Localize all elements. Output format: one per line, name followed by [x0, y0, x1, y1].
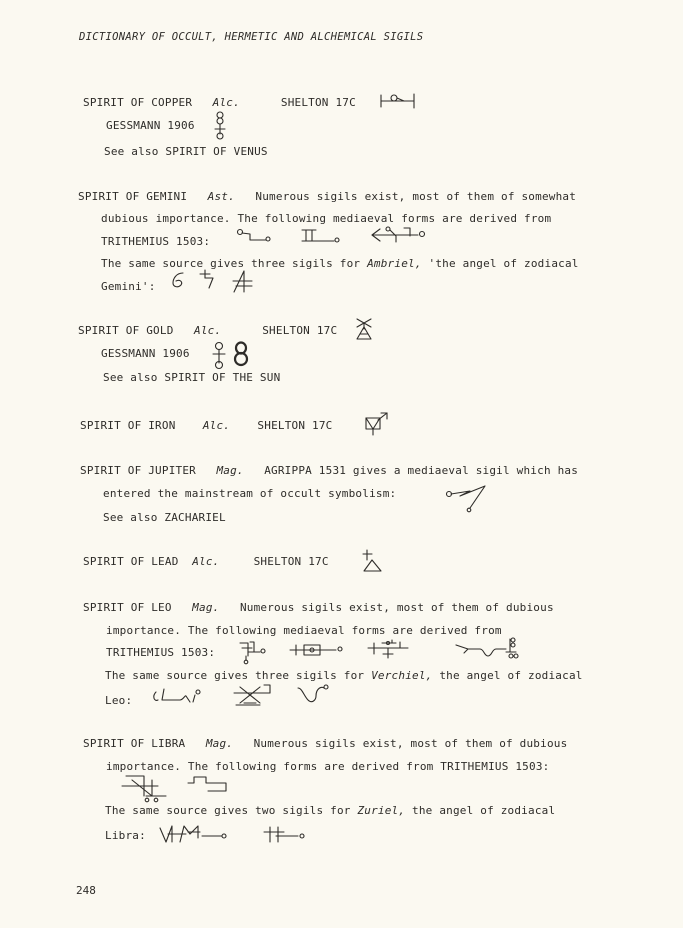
- entry-tag: Mag.: [216, 464, 244, 477]
- entry-iron-heading: [80, 419, 332, 432]
- gemini-sigil-1: [236, 226, 272, 244]
- entry-text: the angel of zodiacal: [432, 669, 583, 682]
- leo-sigil-4: [454, 636, 524, 662]
- entry-source: SHELTON 17C: [280, 96, 356, 109]
- entry-text: Numerous sigils exist, most of them of somewhat: [255, 190, 577, 203]
- entry-text: The same source gives three sigils for: [101, 257, 368, 270]
- verchiel-sigil-2: [230, 683, 276, 711]
- copper-gessmann-sigil: [212, 110, 228, 140]
- entry-title: SPIRIT OF LEO: [83, 601, 172, 614]
- entry-tag: Ast.: [207, 190, 235, 203]
- entry-libra-text4: [105, 804, 555, 817]
- angel-name: Verchiel,: [371, 669, 433, 682]
- entry-gold-heading: [78, 324, 337, 337]
- entry-title: SPIRIT OF LEAD: [83, 555, 179, 568]
- entry-title: SPIRIT OF GOLD: [78, 324, 174, 337]
- iron-shelton-sigil: [364, 411, 390, 437]
- entry-leo-text3: TRITHEMIUS 1503:: [106, 646, 216, 659]
- entry-title: SPIRIT OF LIBRA: [83, 737, 186, 750]
- entry-source: SHELTON 17C: [262, 324, 338, 337]
- entry-lead-heading: [83, 555, 329, 568]
- entry-gemini-text3: TRITHEMIUS 1503:: [101, 235, 211, 248]
- entry-leo-text4: [105, 669, 583, 682]
- gemini-sigil-2: [300, 228, 344, 244]
- gemini-sigil-3: [370, 224, 428, 246]
- leo-sigil-2: [288, 640, 346, 658]
- entry-source: SHELTON 17C: [257, 419, 333, 432]
- entry-text: Numerous sigils exist, most of them of dubious: [253, 737, 568, 750]
- angel-name: Zuriel,: [357, 804, 406, 817]
- ambriel-sigil-2: [198, 268, 218, 292]
- jupiter-agrippa-sigil: [444, 482, 490, 512]
- page-number: 248: [76, 884, 96, 897]
- entry-gemini-text5: Gemini':: [101, 280, 156, 293]
- entry-text: AGRIPPA 1531 gives a mediaeval sigil which has: [264, 464, 579, 477]
- entry-text: Numerous sigils exist, most of them of dubious: [239, 601, 554, 614]
- entry-text: the angel of zodiacal: [405, 804, 556, 817]
- lead-shelton-sigil: [360, 548, 384, 574]
- entry-leo-heading: [83, 601, 554, 614]
- entry-leo-text5: Leo:: [105, 694, 133, 707]
- entry-tag: Alc.: [194, 324, 222, 337]
- entry-tag: Mag.: [192, 601, 220, 614]
- entry-title: SPIRIT OF GEMINI: [78, 190, 188, 203]
- entry-jupiter-heading: [80, 464, 578, 477]
- entry-title: SPIRIT OF JUPITER: [80, 464, 196, 477]
- leo-sigil-1: [238, 638, 270, 666]
- entry-tag: Alc.: [202, 419, 231, 432]
- running-header: DICTIONARY OF OCCULT, HERMETIC AND ALCHEMICAL SIGILS: [79, 31, 424, 43]
- libra-sigil-1: [118, 772, 172, 804]
- entry-gemini-text4: [101, 257, 579, 270]
- zuriel-sigil-1: [158, 824, 232, 846]
- entry-copper-heading: [83, 96, 356, 109]
- ambriel-sigil-3: [230, 268, 256, 294]
- zuriel-sigil-2: [262, 824, 312, 846]
- copper-shelton-sigil: [380, 91, 416, 111]
- entry-libra-heading: [83, 737, 567, 750]
- gold-gessmann-sigil-2: [233, 340, 249, 368]
- entry-jupiter-text2: entered the mainstream of occult symbolism:: [103, 487, 397, 500]
- entry-tag: Alc.: [212, 96, 240, 109]
- entry-libra-text5: Libra:: [105, 829, 146, 842]
- entry-text: The same source gives three sigils for: [105, 669, 372, 682]
- entry-title: SPIRIT OF IRON: [80, 419, 176, 432]
- entry-text: 'the angel of zodiacal: [421, 257, 579, 270]
- entry-title: SPIRIT OF COPPER: [83, 96, 193, 109]
- gold-shelton-sigil: [354, 317, 374, 341]
- entry-leo-text2: importance. The following mediaeval forms are derived from: [106, 624, 502, 637]
- entry-source: SHELTON 17C: [253, 555, 329, 568]
- entry-gold-see-also: See also SPIRIT OF THE SUN: [103, 371, 281, 384]
- ambriel-sigil-1: [170, 270, 190, 290]
- verchiel-sigil-3: [296, 682, 336, 706]
- entry-jupiter-see-also: See also ZACHARIEL: [103, 511, 226, 524]
- verchiel-sigil-1: [150, 684, 206, 706]
- angel-name: Ambriel,: [367, 257, 422, 270]
- gold-gessmann-sigil-1: [210, 340, 228, 370]
- entry-copper-gessmann: GESSMANN 1906: [106, 119, 195, 132]
- libra-sigil-2: [186, 773, 232, 795]
- entry-gemini-heading: [78, 190, 576, 203]
- entry-gold-gessmann: GESSMANN 1906: [101, 347, 190, 360]
- entry-gemini-text2: dubious importance. The following mediaeval forms are derived from: [101, 212, 552, 225]
- entry-text: The same source gives two sigils for: [105, 804, 358, 817]
- leo-sigil-3: [366, 638, 412, 662]
- entry-copper-see-also: See also SPIRIT OF VENUS: [104, 145, 268, 158]
- entry-tag: Mag.: [205, 737, 234, 750]
- entry-tag: Alc.: [192, 555, 220, 568]
- entry-libra-text2: importance. The following forms are derived from TRITHEMIUS 1503:: [106, 760, 550, 773]
